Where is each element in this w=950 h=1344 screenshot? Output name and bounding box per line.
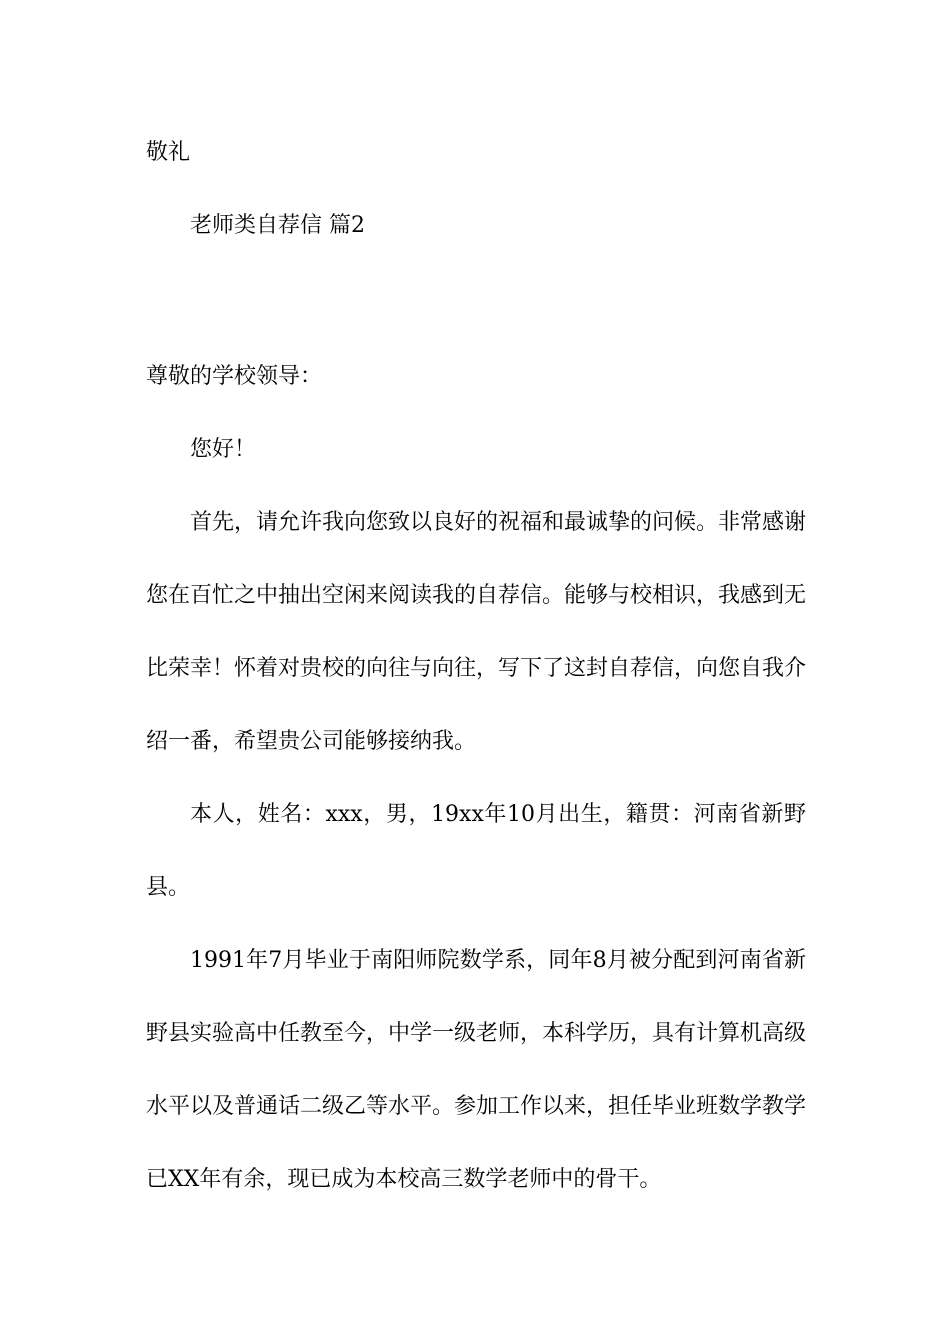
closing-line: 敬礼	[146, 140, 191, 165]
paragraph-personal-info: 本人，姓名：xxx，男，19xx年10月出生，籍贯：河南省新野县。	[146, 802, 806, 900]
paragraph-intro: 首先，请允许我向您致以良好的祝福和最诚挚的问候。非常感谢您在百忙之中抽出空闲来阅读我的自荐信。能够与校相识，我感到无比荣幸！怀着对贵校的向往与向往，写下了这封自荐信，向您自我介绍一番，希望贵公司能够接纳我。	[146, 510, 807, 754]
section-title: 老师类自荐信 篇2	[190, 213, 365, 238]
greeting: 您好！	[190, 437, 257, 462]
paragraph-career: 1991年7月毕业于南阳师院数学系，同年8月被分配到河南省新野县实验高中任教至今，中学一级老师，本科学历，具有计算机高级水平以及普通话二级乙等水平。参加工作以来，担任毕业班数学教学已XX年有余，现已成为本校高三数学老师中的骨干。	[146, 948, 807, 1192]
salutation: 尊敬的学校领导：	[146, 364, 323, 389]
